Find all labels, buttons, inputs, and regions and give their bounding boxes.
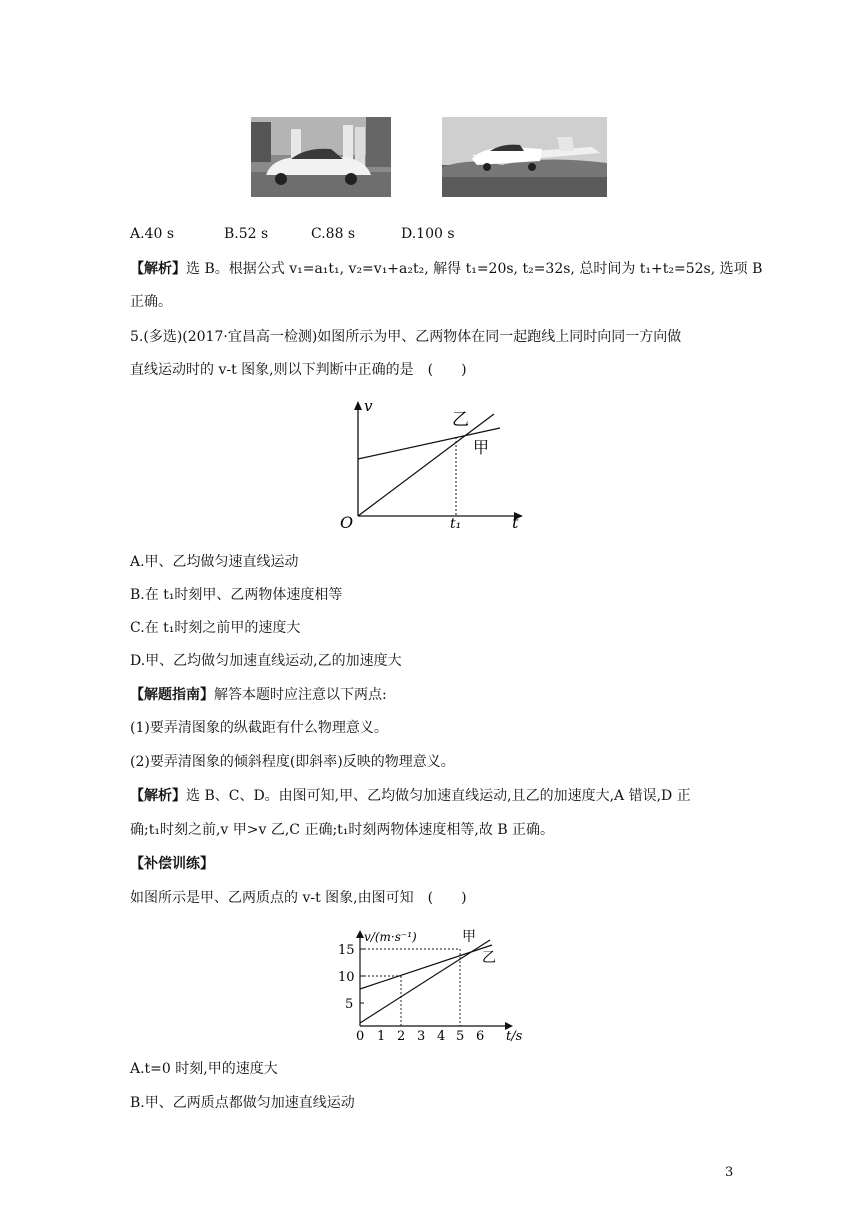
q4-options — [130, 224, 455, 244]
q5-t1-label: t₁ — [450, 516, 462, 532]
q5-analysis-cont: 确;t₁时刻之前,v 甲>v 乙,C 正确;t₁时刻两物体速度相等,故 B 正确。 — [130, 822, 555, 838]
supplement-option-a: A.t=0 时刻,甲的速度大 — [130, 1061, 278, 1077]
q5-guide — [130, 685, 387, 705]
q5-option-c: C.在 t₁时刻之前甲的速度大 — [130, 620, 301, 636]
q4-analysis-tag: 【解析】 — [130, 261, 186, 277]
flying-car-photo-flight — [442, 117, 607, 197]
supp-label-yi: 乙 — [482, 950, 496, 966]
supp-ytick-15: 15 — [338, 943, 355, 958]
q5-line-yi — [358, 414, 494, 516]
supp-xtick-4: 4 — [437, 1029, 446, 1043]
q5-guide-tag: 【解题指南】 — [130, 687, 214, 703]
q4-option-c: C.88 s — [311, 226, 356, 242]
q5-option-a: A.甲、乙均做匀速直线运动 — [130, 554, 299, 570]
q5-guide-point-2: (2)要弄清图象的倾斜程度(即斜率)反映的物理意义。 — [130, 754, 455, 770]
q4-option-a: A.40 s — [130, 226, 175, 242]
q5-guide-intro: 解答本题时应注意以下两点: — [214, 687, 387, 703]
q5-analysis-line1: 选 B、C、D。由图可知,甲、乙均做匀加速直线运动,且乙的加速度大,A 错误,D 正 — [186, 788, 691, 804]
q5-origin: O — [340, 513, 354, 532]
supp-xtick-6: 6 — [476, 1029, 485, 1043]
q5-stem-1: 5.(多选)(2017·宜昌高一检测)如图所示为甲、乙两物体在同一起跑线上同时向同一方向做 — [130, 329, 682, 345]
supp-xtick-5: 5 — [456, 1029, 465, 1043]
supplement-option-b: B.甲、乙两质点都做匀加速直线运动 — [130, 1095, 355, 1111]
q5-option-b: B.在 t₁时刻甲、乙两物体速度相等 — [130, 587, 343, 603]
q5-option-d: D.甲、乙均做匀加速直线运动,乙的加速度大 — [130, 653, 402, 669]
supp-y-arrow — [356, 930, 364, 938]
q5-label-jia: 甲 — [473, 438, 490, 457]
q4-analysis-line1: 选 B。根据公式 v₁=a₁t₁, v₂=v₁+a₂t₂, 解得 t₁=20s, t₂=32s, 总时间为 t₁+t₂=52s, 选项 B — [186, 261, 763, 277]
q5-analysis-tag: 【解析】 — [130, 788, 186, 804]
q5-y-label: v — [364, 397, 373, 415]
q5-label-yi: 乙 — [452, 410, 469, 430]
flying-car-photo-ground — [251, 117, 391, 197]
supp-line-yi — [360, 945, 492, 989]
supp-ytick-5: 5 — [345, 997, 354, 1012]
supp-ytick-10: 10 — [338, 970, 355, 985]
supp-xtick-2: 2 — [397, 1029, 406, 1043]
q4-option-b: B.52 s — [224, 226, 269, 242]
supp-xtick-1: 1 — [377, 1029, 386, 1043]
page-number: 3 — [725, 1165, 734, 1180]
supp-label-jia: 甲 — [462, 929, 476, 945]
q5-analysis — [130, 786, 691, 806]
q4-analysis — [130, 259, 762, 279]
supplement-tag: 【补偿训练】 — [130, 856, 214, 872]
supp-xtick-3: 3 — [417, 1029, 426, 1043]
q4-option-d: D.100 s — [401, 226, 455, 242]
q5-x-label: t — [512, 513, 519, 532]
q4-analysis-cont: 正确。 — [130, 294, 172, 310]
supplement-stem: 如图所示是甲、乙两质点的 v-t 图象,由图可知 ( ) — [130, 890, 467, 906]
q5-guide-point-1: (1)要弄清图象的纵截距有什么物理意义。 — [130, 720, 388, 736]
q5-vt-graph — [340, 393, 540, 533]
supp-xtick-0: 0 — [356, 1029, 365, 1043]
q5-y-arrow — [354, 401, 362, 410]
supp-x-label: t/s — [506, 1029, 523, 1043]
supplement-vt-graph — [330, 928, 545, 1043]
supp-y-label: v/(m·s⁻¹) — [364, 930, 417, 944]
q5-stem-2: 直线运动时的 v-t 图象,则以下判断中正确的是 ( ) — [130, 362, 467, 378]
